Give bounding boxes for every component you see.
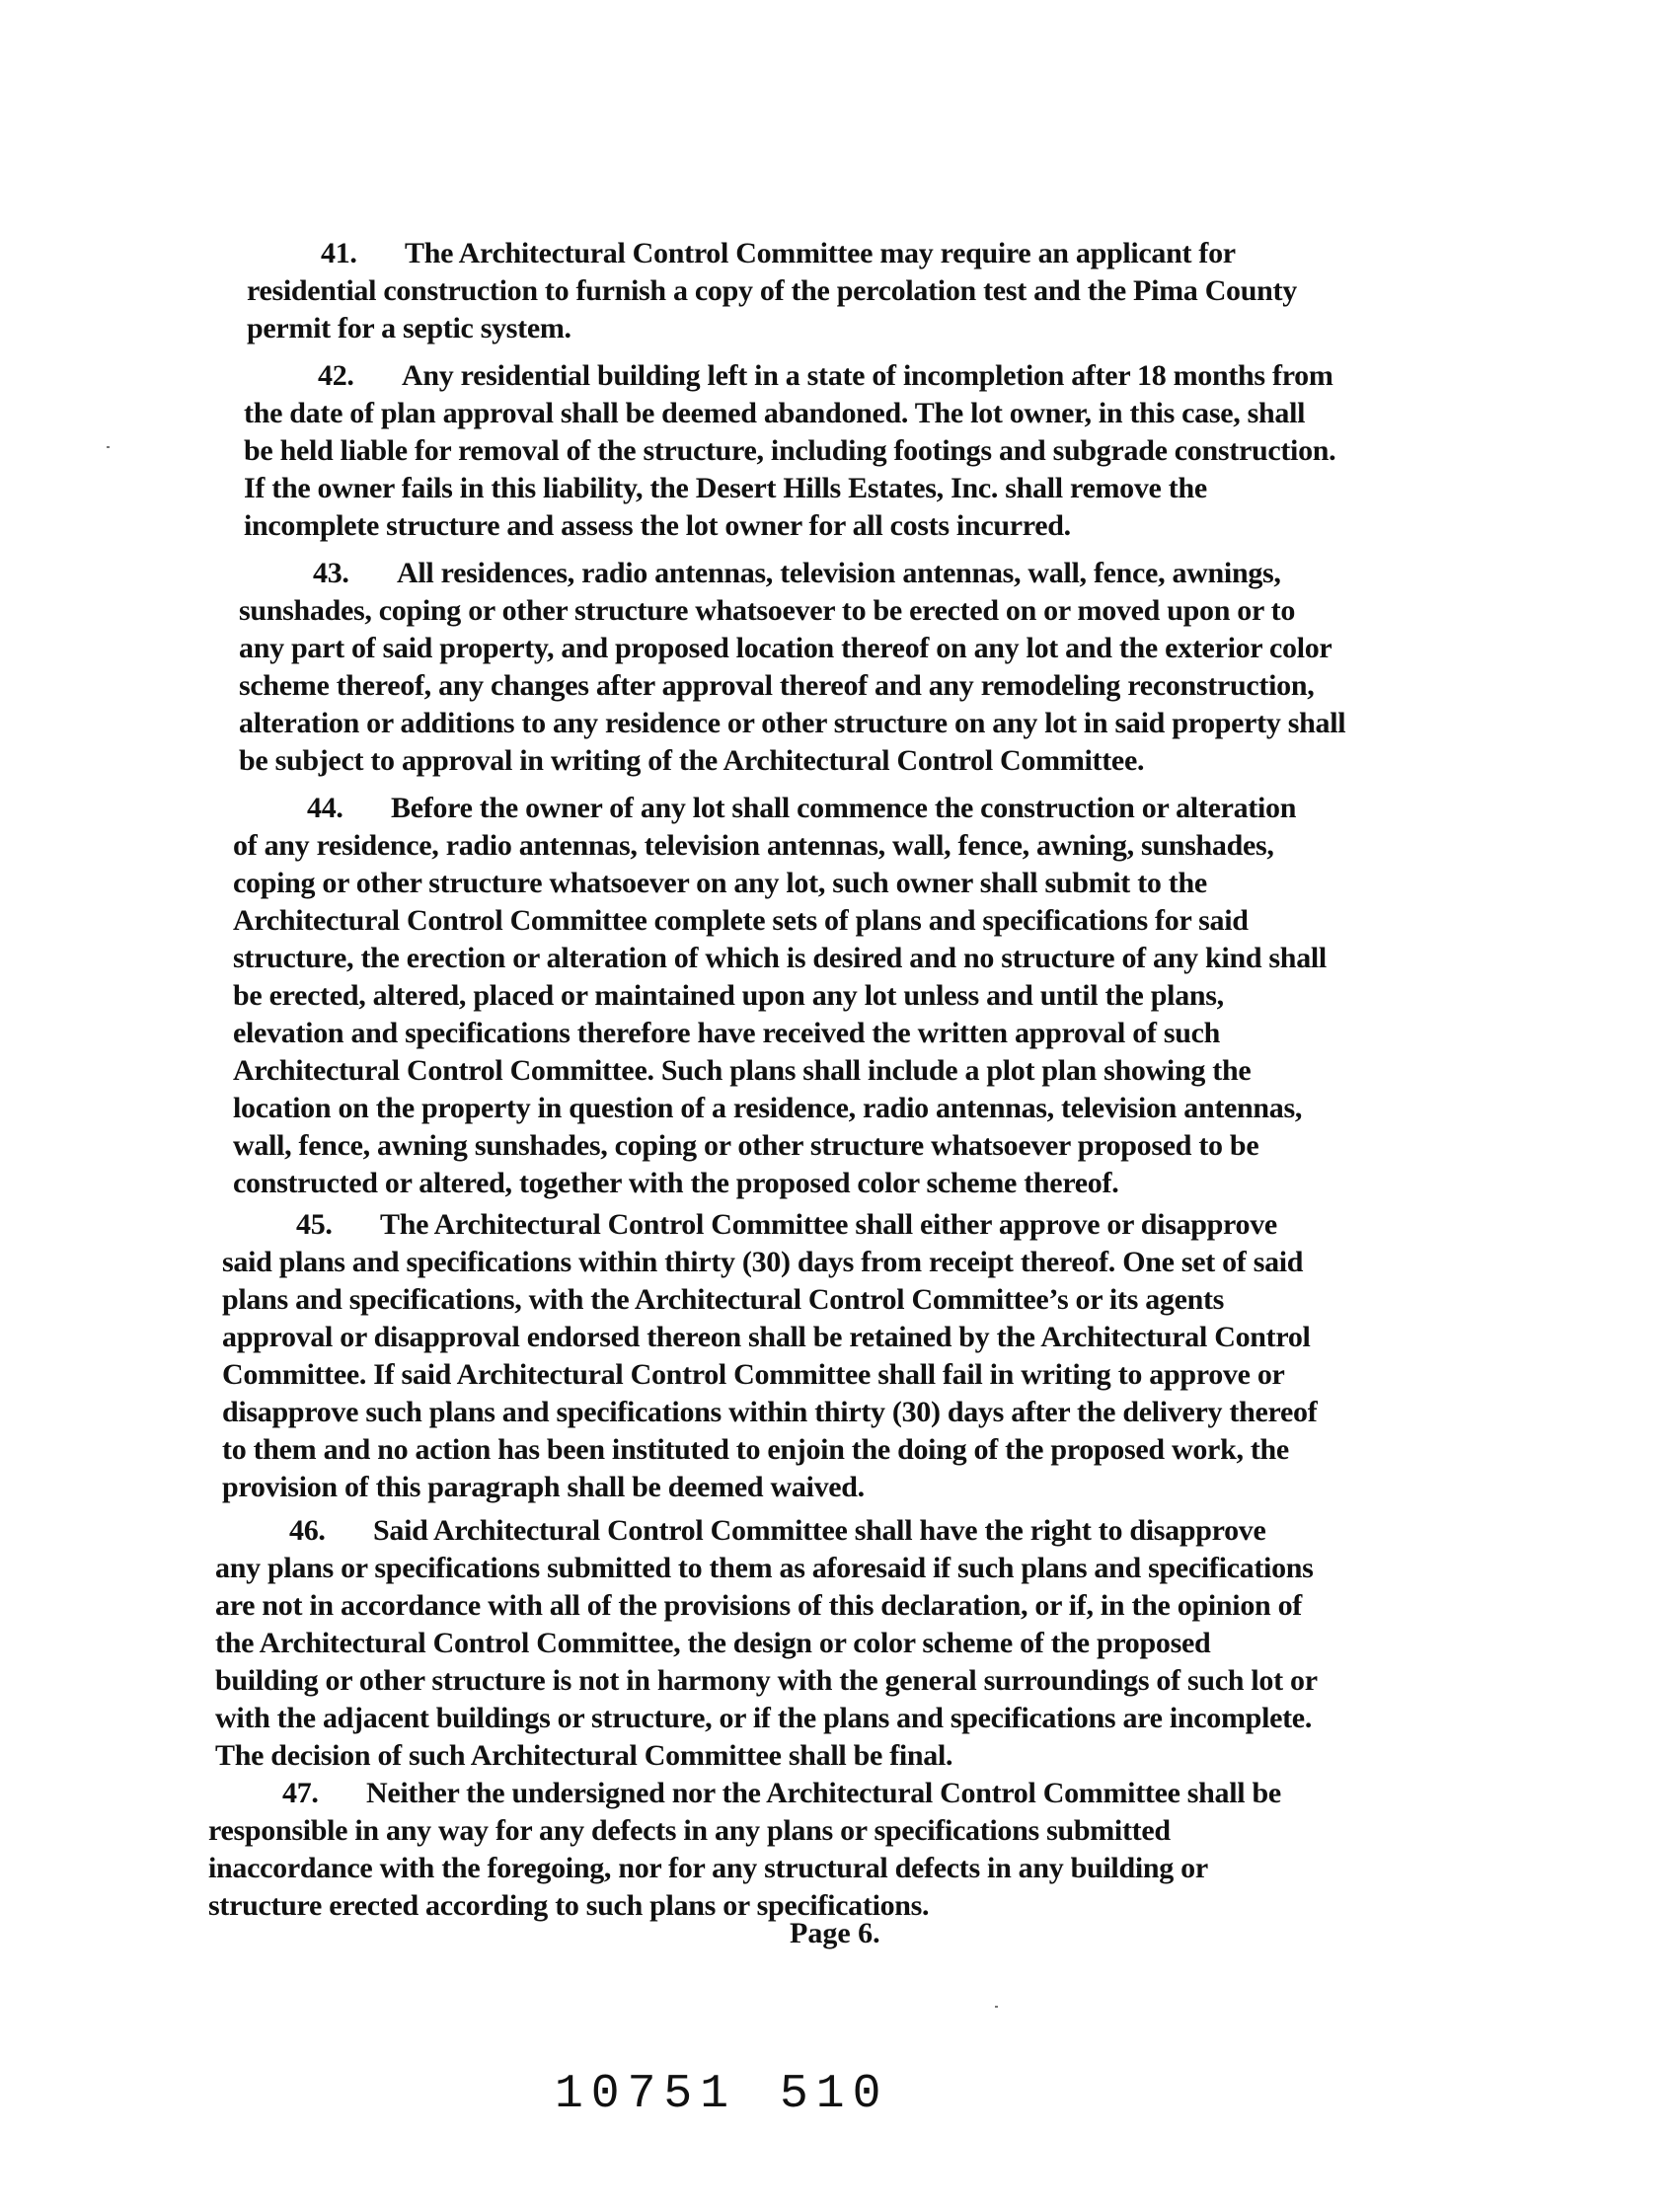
paragraph-line: be subject to approval in writing of the Architectural Control Committee. xyxy=(239,744,1145,777)
paragraph-line: disapprove such plans and specifications within thirty (30) days after the delivery thereof xyxy=(222,1396,1318,1428)
paragraph-line: location on the property in question of a residence, radio antennas, television antennas, xyxy=(233,1092,1303,1124)
paragraph-line: structure erected according to such plans or specifications. xyxy=(208,1889,930,1922)
paragraph-line: Committee. If said Architectural Control Committee shall fail in writing to approve or xyxy=(222,1358,1285,1391)
paragraph-number: 43. xyxy=(313,557,349,589)
paragraph-line: Architectural Control Committee complete sets of plans and specifications for said xyxy=(233,904,1249,937)
paragraph-line: constructed or altered, together with the proposed color scheme thereof. xyxy=(233,1167,1119,1199)
paragraph-number: 47. xyxy=(282,1777,319,1809)
paragraph-line xyxy=(296,1206,1277,1244)
paragraph-line: said plans and specifications within thirty (30) days from receipt thereof. One set of said xyxy=(222,1246,1304,1278)
paragraph-line: be erected, altered, placed or maintained upon any lot unless and until the plans, xyxy=(233,979,1224,1012)
paragraph-line: be held liable for removal of the structure, including footings and subgrade construction. xyxy=(244,434,1336,467)
page-number: Page 6. xyxy=(790,1917,880,1949)
paragraph-line: elevation and specifications therefore have received the written approval of such xyxy=(233,1017,1221,1049)
paragraph-line: are not in accordance with all of the provisions of this declaration, or if, in the opinion of xyxy=(215,1589,1302,1622)
paragraph-line: to them and no action has been instituted to enjoin the doing of the proposed work, the xyxy=(222,1433,1289,1466)
paragraph-line: provision of this paragraph shall be deemed waived. xyxy=(222,1471,865,1503)
paragraph-number: 44. xyxy=(307,792,343,824)
paragraph-text: The Architectural Control Committee may require an applicant for xyxy=(405,237,1236,269)
paragraph-line: plans and specifications, with the Architectural Control Committee’s or its agents xyxy=(222,1283,1225,1316)
paragraph-line xyxy=(318,357,1333,395)
paragraph-line: with the adjacent buildings or structure, or if the plans and specifications are incomplete. xyxy=(215,1702,1313,1734)
paragraph-line xyxy=(289,1512,1266,1550)
paragraph-number: 41. xyxy=(321,237,357,269)
paragraph-text: Neither the undersigned nor the Architectural Control Committee shall be xyxy=(366,1777,1281,1809)
recording-page-number: 510 xyxy=(780,2068,889,2121)
paragraph-line xyxy=(282,1775,1281,1812)
paragraph-line: any plans or specifications submitted to them as aforesaid if such plans and specifications xyxy=(215,1552,1314,1584)
paragraph-text: All residences, radio antennas, television antennas, wall, fence, awnings, xyxy=(397,557,1281,589)
paragraph-line: If the owner fails in this liability, the Desert Hills Estates, Inc. shall remove the xyxy=(244,472,1207,504)
paragraph-line xyxy=(307,790,1296,827)
recording-docket-number: 10751 xyxy=(555,2068,737,2121)
paragraph-line: The decision of such Architectural Committee shall be final. xyxy=(215,1739,953,1772)
scan-speck xyxy=(995,2006,998,2008)
paragraph-text: Before the owner of any lot shall commence the construction or alteration xyxy=(391,792,1297,824)
paragraph-text: The Architectural Control Committee shall either approve or disapprove xyxy=(380,1208,1277,1241)
paragraph-line: alteration or additions to any residence or other structure on any lot in said property shall xyxy=(239,707,1346,739)
paragraph-line: structure, the erection or alteration of which is desired and no structure of any kind shall xyxy=(233,942,1327,974)
paragraph-line: sunshades, coping or other structure whatsoever to be erected on or moved upon or to xyxy=(239,594,1296,627)
paragraph-line: of any residence, radio antennas, television antennas, wall, fence, awning, sunshades, xyxy=(233,829,1274,862)
paragraph-line: approval or disapproval endorsed thereon shall be retained by the Architectural Control xyxy=(222,1321,1311,1353)
paragraph-line: coping or other structure whatsoever on any lot, such owner shall submit to the xyxy=(233,867,1207,899)
paragraph-line: incomplete structure and assess the lot owner for all costs incurred. xyxy=(244,509,1071,542)
paragraph-text: Said Architectural Control Committee shall have the right to disapprove xyxy=(373,1514,1266,1547)
paragraph-number: 46. xyxy=(289,1514,326,1547)
paragraph-line: any part of said property, and proposed location thereof on any lot and the exterior color xyxy=(239,632,1332,664)
paragraph-line: responsible in any way for any defects in any plans or specifications submitted xyxy=(208,1814,1171,1847)
paragraph-line: building or other structure is not in harmony with the general surroundings of such lot or xyxy=(215,1664,1318,1697)
paragraph-line xyxy=(313,555,1281,592)
paragraph-number: 45. xyxy=(296,1208,333,1241)
paragraph-text: Any residential building left in a state of incompletion after 18 months from xyxy=(402,359,1333,392)
paragraph-line: inaccordance with the foregoing, nor for any structural defects in any building or xyxy=(208,1852,1208,1884)
paragraph-line: wall, fence, awning sunshades, coping or other structure whatsoever proposed to be xyxy=(233,1129,1259,1162)
paragraph-line xyxy=(321,235,1236,272)
scan-speck xyxy=(107,446,110,448)
paragraph-number: 42. xyxy=(318,359,354,392)
paragraph-line: Architectural Control Committee. Such plans shall include a plot plan showing the xyxy=(233,1054,1252,1087)
paragraph-line: the Architectural Control Committee, the design or color scheme of the proposed xyxy=(215,1627,1211,1659)
paragraph-line: scheme thereof, any changes after approval thereof and any remodeling reconstruction, xyxy=(239,669,1315,702)
paragraph-line: residential construction to furnish a copy of the percolation test and the Pima County xyxy=(247,274,1297,307)
paragraph-line: the date of plan approval shall be deemed abandoned. The lot owner, in this case, shall xyxy=(244,397,1306,429)
paragraph-line: permit for a septic system. xyxy=(247,312,571,344)
